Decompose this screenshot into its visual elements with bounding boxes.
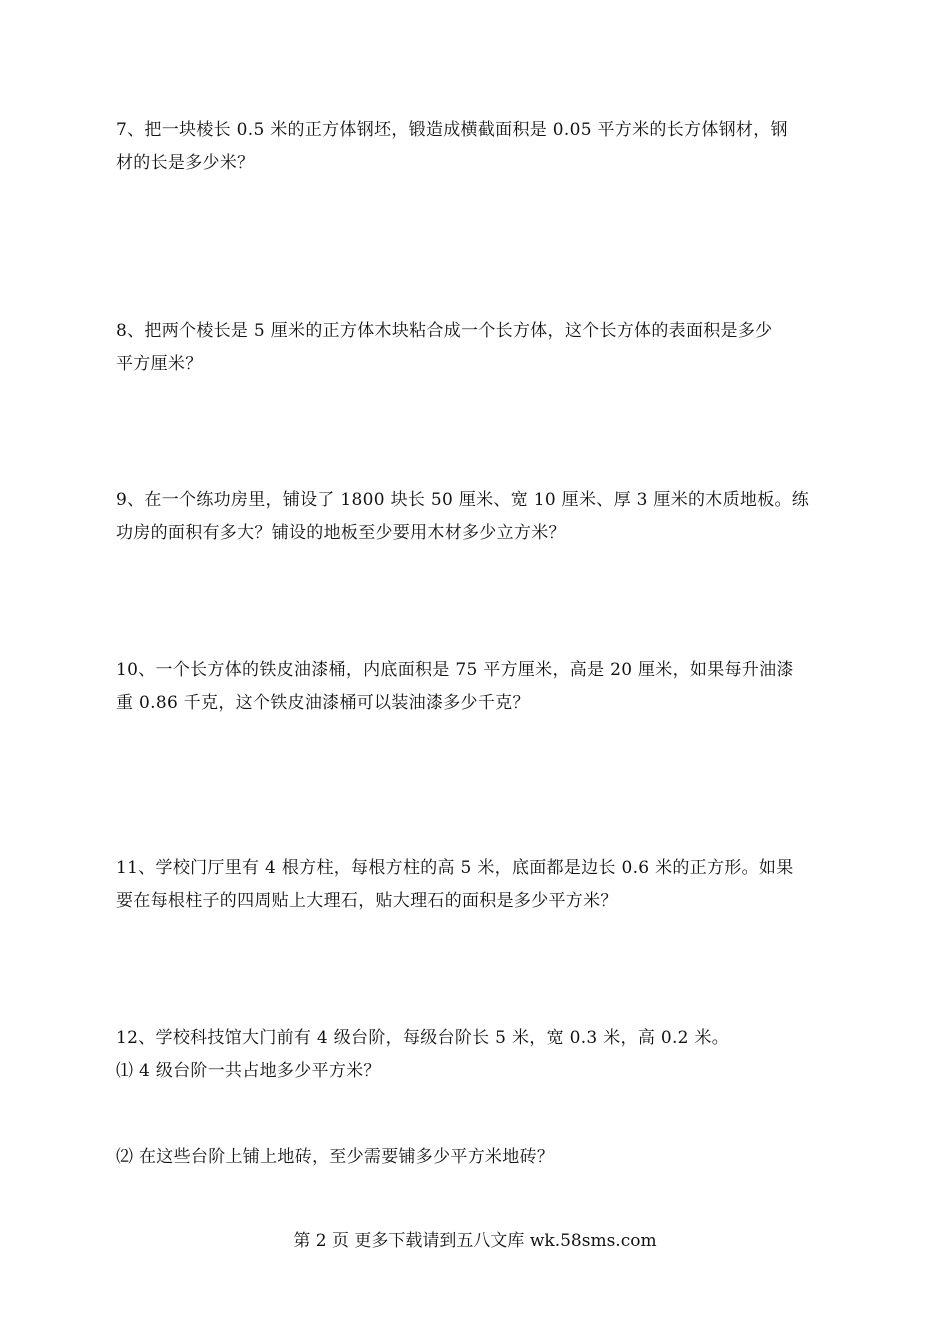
question-12-line-1: 12、学校科技馆大门前有 4 级台阶，每级台阶长 5 米，宽 0.3 米，高 0.2 米。 [116,1028,730,1048]
question-11-line-2: 要在每根柱子的四周贴上大理石，贴大理石的面积是多少平方米？ [116,891,618,911]
question-10 [116,654,840,720]
question-7-line-2: 材的长是多少米？ [116,153,255,173]
question-12 [116,1022,840,1174]
question-8 [116,315,840,381]
question-11 [116,852,840,918]
question-10-line-1: 10、一个长方体的铁皮油漆桶，内底面积是 75 平方厘米，高是 20 厘米，如果每升油漆 [116,660,794,680]
question-7 [116,114,840,180]
question-12-sub-1: ⑴ 4 级台阶一共占地多少平方米？ [116,1061,381,1081]
question-7-line-1: 7、把一块棱长 0.5 米的正方体钢坯，锻造成横截面积是 0.05 平方米的长方体钢材，钢 [116,120,788,140]
question-9-line-1: 9、在一个练功房里，铺设了 1800 块长 50 厘米、宽 10 厘米、厚 3 厘米的木质地板。练 [116,490,810,510]
question-8-line-1: 8、把两个棱长是 5 厘米的正方体木块粘合成一个长方体，这个长方体的表面积是多少 [116,321,773,341]
question-9-line-2: 功房的面积有多大？铺设的地板至少要用木材多少立方米？ [116,523,566,543]
question-12-sub-2: ⑵ 在这些台阶上铺上地砖，至少需要铺多少平方米地砖？ [116,1147,555,1167]
page-footer: 第 2 页 更多下载请到五八文库 wk.58sms.com [293,1231,657,1251]
question-8-line-2: 平方厘米？ [116,354,203,374]
question-10-line-2: 重 0.86 千克，这个铁皮油漆桶可以装油漆多少千克？ [116,693,530,713]
question-9 [116,484,840,550]
question-11-line-1: 11、学校门厅里有 4 根方柱，每根方柱的高 5 米，底面都是边长 0.6 米的正方形。如果 [116,858,794,878]
